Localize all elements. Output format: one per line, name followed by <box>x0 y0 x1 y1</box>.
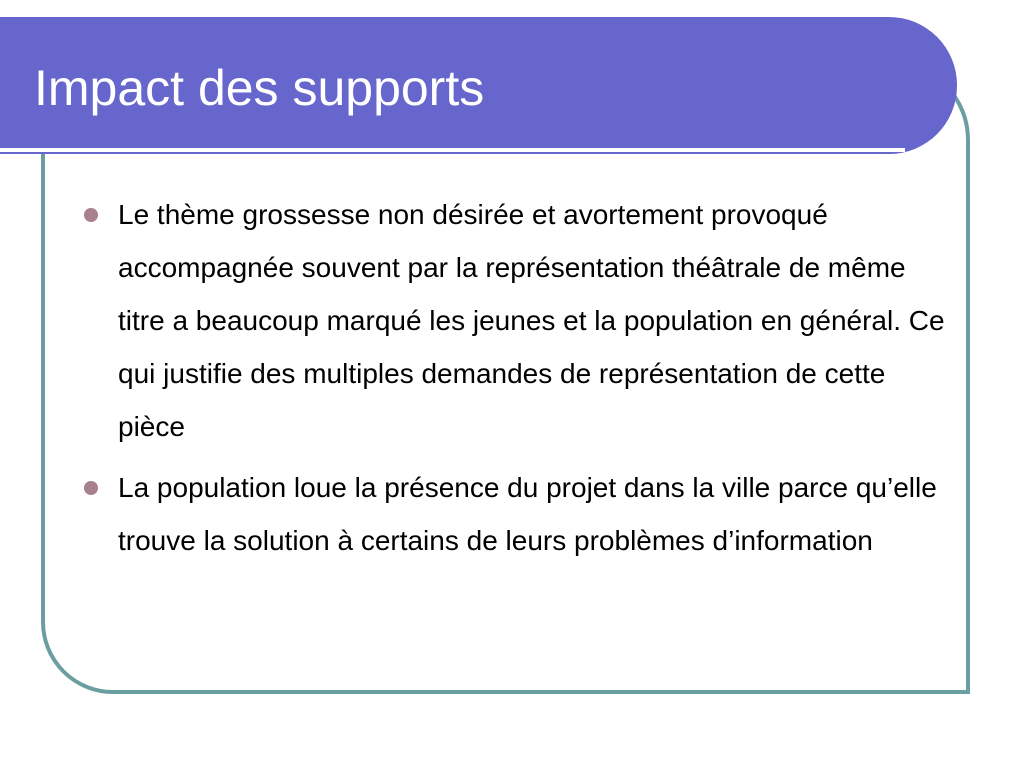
bullet-text: Le thème grossesse non désirée et avortement provoqué accompagnée souvent par la représentation théâtrale de même titre a beaucoup marqué les jeunes et la population en général. Ce qui justifie des multiples demandes de représentation de cette pièce <box>118 199 945 442</box>
bullet-dot-icon <box>84 481 98 495</box>
bullet-dot-icon <box>84 208 98 222</box>
slide-title: Impact des supports <box>34 60 485 116</box>
title-bar <box>0 17 957 154</box>
bullet-item <box>84 461 954 567</box>
title-underline <box>0 148 905 152</box>
bullet-item <box>84 188 954 453</box>
bullet-list <box>84 188 954 575</box>
bullet-text: La population loue la présence du projet dans la ville parce qu’elle trouve la solution à certains de leurs problèmes d’information <box>118 472 937 556</box>
